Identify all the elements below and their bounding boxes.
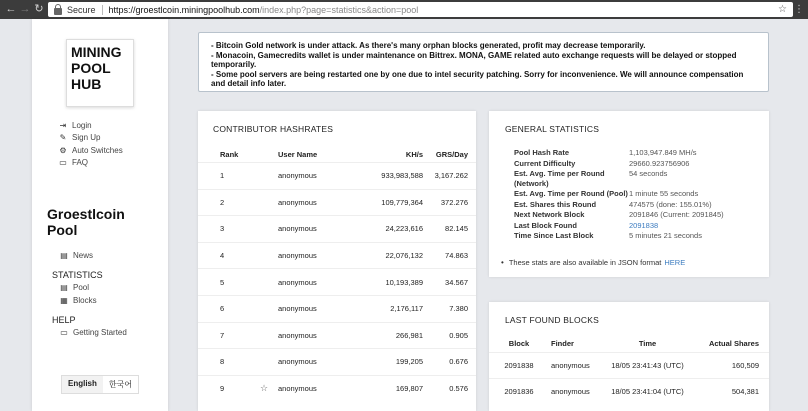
statistics-header: STATISTICS: [52, 269, 103, 280]
shares-cell: 504,381: [731, 387, 759, 396]
back-icon[interactable]: ←: [5, 3, 17, 15]
khs-cell: 24,223,616: [385, 224, 423, 234]
blocks-table: [489, 335, 769, 404]
grs-cell: 74.863: [445, 251, 468, 261]
time-cell: 18/05 23:41:04 (UTC): [611, 387, 684, 396]
header-block: Block: [508, 339, 530, 348]
table-row: [198, 295, 476, 322]
table-row: [489, 352, 769, 378]
user-cell: anonymous: [278, 357, 317, 367]
finder-cell: anonymous: [551, 387, 590, 396]
stat-key: Pool Hash Rate: [514, 148, 570, 157]
monitor-icon: ▭: [59, 158, 67, 168]
last-found-blocks-title: LAST FOUND BLOCKS: [505, 315, 599, 325]
table-row: [198, 162, 476, 189]
login-icon: ⇥: [59, 120, 67, 130]
grs-cell: 0.905: [449, 330, 468, 340]
finder-cell: anonymous: [551, 361, 590, 370]
language-switcher: [61, 375, 139, 394]
url-host: https://groestlcoin.miningpoolhub.com: [108, 4, 260, 15]
stat-row: [514, 221, 724, 231]
khs-cell: 169,807: [395, 384, 423, 394]
json-link[interactable]: HERE: [664, 258, 686, 267]
stat-value: 5 minutes 21 seconds: [629, 231, 702, 240]
signup-label: Sign Up: [72, 133, 101, 143]
stat-row: [514, 148, 724, 158]
faq-link[interactable]: [58, 157, 123, 170]
lang-korean[interactable]: 한국어: [108, 380, 133, 389]
header-shares: Actual Shares: [708, 339, 759, 348]
gear-icon: ⚙: [59, 145, 67, 155]
stat-value: 29660.9237569​06: [629, 158, 690, 168]
stat-value: 1 minute 55 seconds: [629, 189, 699, 198]
bookmark-star-icon[interactable]: ☆: [778, 4, 787, 15]
stat-row: [514, 231, 724, 241]
table-row: [198, 189, 476, 216]
rank-cell: 1: [220, 171, 225, 181]
stat-row: [514, 210, 724, 220]
user-cell: anonymous: [278, 251, 317, 261]
header-finder: Finder: [551, 339, 574, 348]
json-note-text: These stats are also available in JSON format: [508, 258, 662, 267]
last-found-blocks-card: [489, 302, 769, 411]
header-grs: GRS/Day: [435, 149, 468, 159]
auto-switches-label: Auto Switches: [72, 145, 123, 155]
stat-row: [514, 200, 724, 210]
grs-cell: 82.145: [445, 224, 468, 234]
table-row: [198, 242, 476, 269]
logo-line: HUB: [71, 76, 102, 92]
grs-cell: 0.576: [449, 384, 468, 394]
contributor-hashrates-card: [198, 111, 476, 411]
pool-label: Pool: [73, 283, 90, 293]
khs-cell: 22,076,132: [385, 251, 423, 261]
grs-cell: 372.276: [440, 197, 468, 207]
rank-cell: 4: [220, 251, 225, 261]
announcement-box: [198, 32, 769, 92]
url-path: /index.php?page=statistics&action=pool: [259, 4, 419, 15]
secure-label: Secure: [67, 4, 96, 15]
stat-value: 474575 (done: 155.01%): [629, 199, 712, 209]
json-note: [501, 258, 685, 267]
faq-label: FAQ: [72, 158, 89, 168]
shares-cell: 160,509: [731, 361, 759, 370]
rank-cell: 7: [220, 330, 225, 340]
user-cell: anonymous: [278, 304, 317, 314]
reload-icon[interactable]: ↻: [34, 3, 44, 15]
user-cell: anonymous: [278, 277, 317, 287]
sidebar-item-getting-started[interactable]: [52, 327, 127, 340]
address-bar[interactable]: [48, 2, 793, 17]
khs-cell: 266,981: [395, 330, 423, 340]
lang-english[interactable]: English: [62, 376, 103, 393]
rank-cell: 3: [220, 224, 225, 234]
auth-links: [58, 119, 123, 169]
header-rank: Rank: [220, 149, 239, 159]
khs-cell: 2,176,117: [390, 304, 423, 314]
pencil-icon: ✎: [59, 133, 67, 143]
table-row: [198, 322, 476, 349]
general-statistics-list: [514, 148, 724, 242]
stat-key: Time Since Last Block: [514, 231, 594, 240]
browser-menu: [794, 0, 804, 19]
rank-cell: 2: [220, 197, 225, 207]
star-icon[interactable]: ☆: [259, 383, 269, 394]
logo-line: MINING: [71, 44, 122, 60]
user-cell: anonymous: [278, 330, 317, 340]
sidebar-item-pool[interactable]: [52, 282, 127, 295]
table-header: [489, 335, 769, 352]
khs-cell: 933,983,588: [381, 171, 423, 181]
block-cell[interactable]: 2091838: [504, 361, 534, 370]
grs-cell: 34.567: [445, 277, 468, 287]
stat-value: 2091846 (Current: 2091845): [629, 210, 724, 219]
document-icon: ▤: [60, 283, 68, 293]
forward-icon[interactable]: →: [19, 3, 31, 15]
grs-cell: 0.676: [449, 357, 468, 367]
stat-key: Next Network Block: [514, 210, 585, 219]
stat-key: Last Block Found: [514, 220, 577, 230]
login-label: Login: [72, 120, 92, 130]
table-row: [198, 268, 476, 295]
stat-value[interactable]: 2091838: [629, 220, 659, 230]
stat-key: Est. Avg. Time per Round (Pool): [514, 189, 628, 198]
monitor-icon: ▭: [60, 328, 68, 338]
stat-value: 1,103,947.849 MH/s: [629, 148, 697, 157]
khs-cell: 199,205: [395, 357, 423, 367]
grid-icon: ▦: [60, 295, 68, 305]
time-cell: 18/05 23:41:43 (UTC): [611, 361, 684, 370]
block-cell[interactable]: 2091836: [504, 387, 534, 396]
help-header: HELP: [52, 314, 76, 325]
grs-cell: 7.380: [449, 304, 468, 314]
header-khs: KH/s: [405, 149, 423, 159]
announcement-line: - Some pool servers are being restarted one by one due to intel security patching. Sorry for inconvenience. We will announce compensation and detail info later.: [211, 69, 744, 88]
table-row: [198, 375, 476, 402]
stat-key: Est. Avg. Time per Round (Network): [514, 169, 605, 188]
table-header: [198, 146, 476, 162]
general-statistics-card: [489, 111, 769, 277]
browser-toolbar: [0, 0, 808, 19]
news-icon: ▤: [60, 250, 68, 260]
sidebar-item-news[interactable]: [52, 249, 127, 262]
login-link[interactable]: [58, 119, 123, 132]
menu-dots-icon[interactable]: ⋮: [794, 4, 804, 15]
announcement-line: - Bitcoin Gold network is under attack. As there's many orphan blocks generated, profit may decrease temporarily.: [211, 41, 646, 50]
blocks-label: Blocks: [73, 295, 97, 305]
coin-title: Groestlcoin Pool: [47, 206, 125, 238]
signup-link[interactable]: [58, 132, 123, 145]
announcement-line: - Monacoin, Gamecredits wallet is under maintenance on Bittrex. MONA, GAME related auto exchange requests will be delayed or stopped temporarily.: [211, 50, 737, 69]
user-cell: anonymous: [278, 384, 317, 394]
auto-switches-link[interactable]: [58, 144, 123, 157]
stat-key: Est. Shares this Round: [514, 199, 597, 209]
getting-started-label: Getting Started: [73, 328, 127, 338]
user-cell: anonymous: [278, 171, 317, 181]
sidebar: [32, 19, 168, 411]
table-row: [489, 378, 769, 404]
sidebar-menu: [52, 249, 127, 339]
header-user: User Name: [278, 149, 318, 159]
stat-key: Current Difficulty: [514, 158, 576, 168]
rank-cell: 9: [220, 384, 225, 394]
rank-cell: 6: [220, 304, 225, 314]
khs-cell: 109,779,364: [381, 197, 423, 207]
khs-cell: 10,193,389: [385, 277, 423, 287]
stat-row: [514, 169, 724, 188]
stat-row: [514, 189, 724, 199]
sidebar-item-blocks[interactable]: [52, 294, 127, 307]
rank-cell: 8: [220, 357, 225, 367]
logo-line: POOL: [71, 60, 111, 76]
rank-cell: 5: [220, 277, 225, 287]
grs-cell: 3,167.262: [434, 171, 468, 181]
header-time: Time: [638, 339, 657, 348]
site-logo[interactable]: [66, 39, 134, 107]
contributor-table: [198, 146, 476, 401]
user-cell: anonymous: [278, 197, 317, 207]
stat-row: [514, 159, 724, 169]
table-row: [198, 215, 476, 242]
general-statistics-title: GENERAL STATISTICS: [505, 124, 600, 134]
user-cell: anonymous: [278, 224, 317, 234]
contributor-hashrates-title: CONTRIBUTOR HASHRATES: [213, 124, 334, 134]
lock-icon: [54, 8, 62, 15]
table-row: [198, 348, 476, 375]
bullet-icon: •: [501, 258, 504, 267]
stat-value: 54 seconds: [629, 169, 668, 178]
url-separator: [102, 5, 103, 15]
news-label: News: [73, 250, 94, 260]
